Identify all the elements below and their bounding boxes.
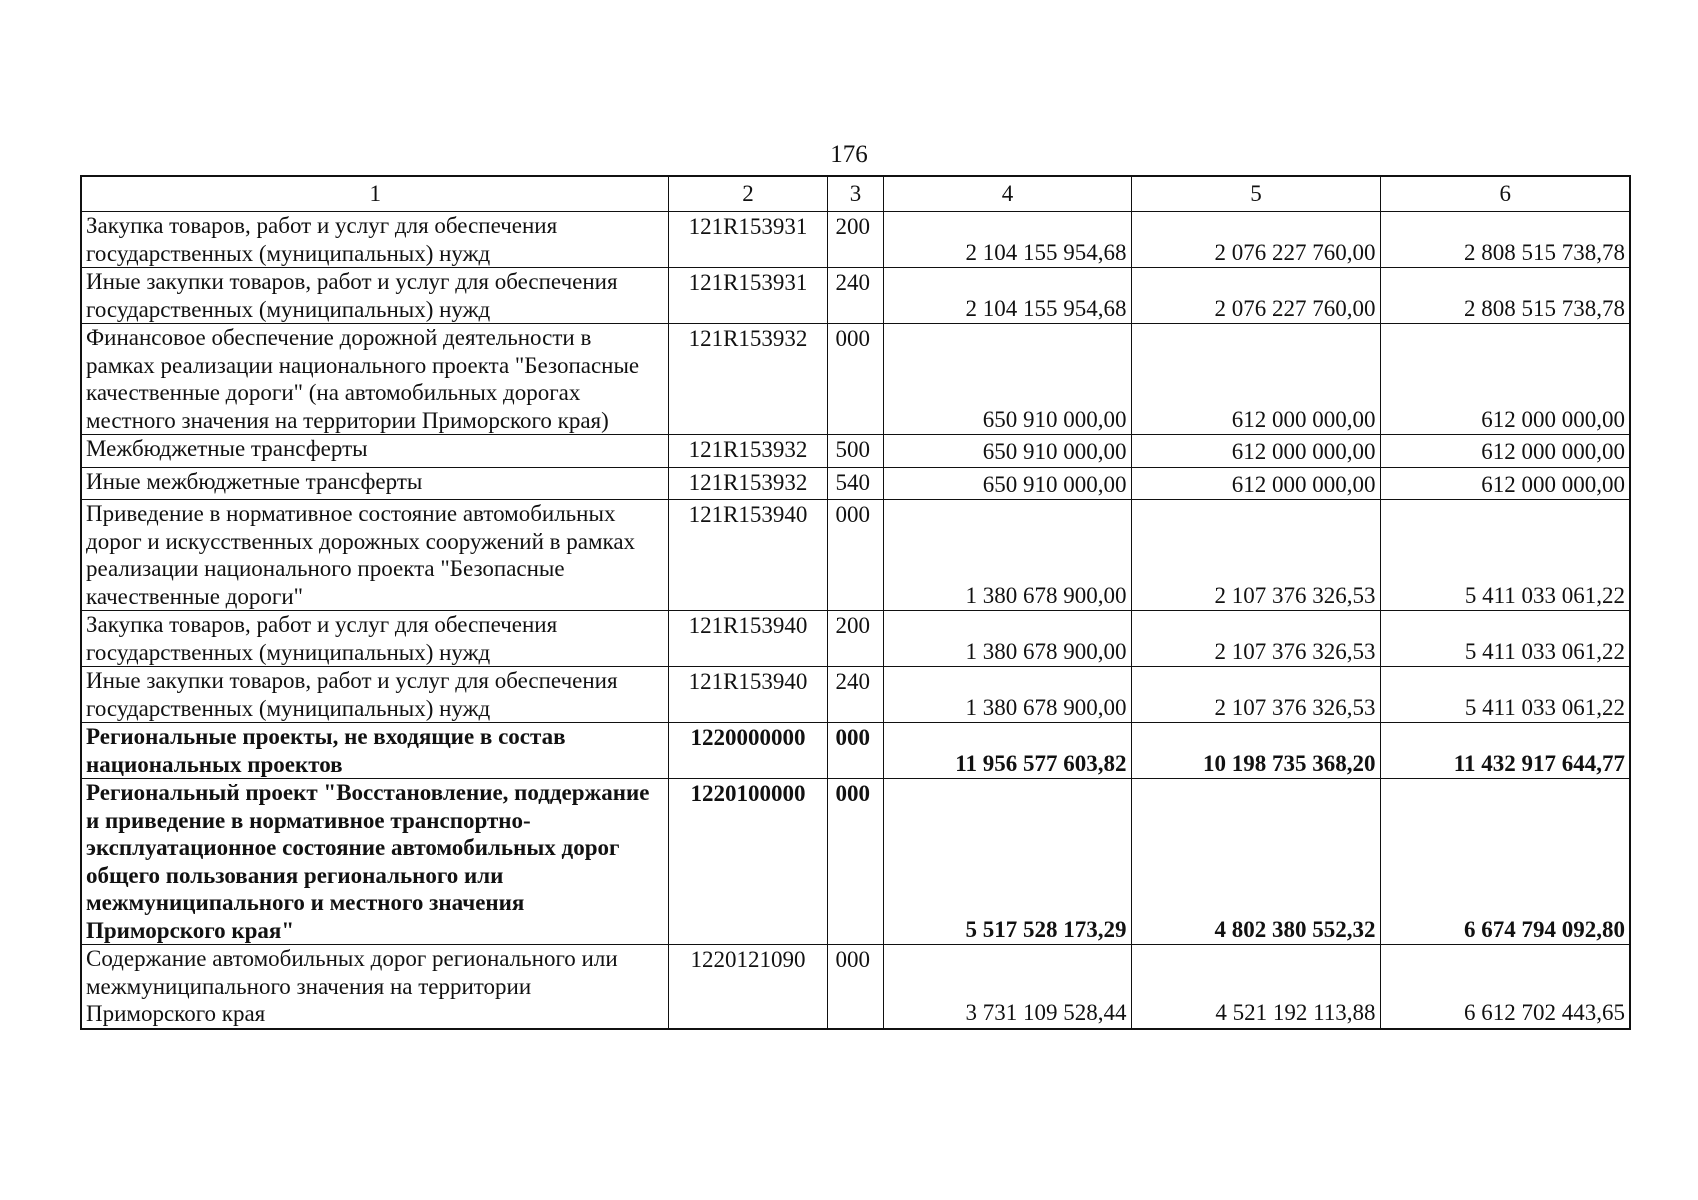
row-expense-type: 000 xyxy=(827,500,883,611)
table-row-section xyxy=(81,779,1630,945)
row-name: Закупка товаров, работ и услуг для обеспечения государственных (муниципальных) нужд xyxy=(81,611,668,667)
table-row xyxy=(81,500,1630,611)
row-name: Финансовое обеспечение дорожной деятельности в рамках реализации национального проекта "Безопасные качественные дороги" (на автомобильных дорогах местного значения на территории Приморского края) xyxy=(81,324,668,435)
table-row xyxy=(81,945,1630,1029)
row-name: Иные закупки товаров, работ и услуг для обеспечения государственных (муниципальных) нужд xyxy=(81,268,668,324)
row-amount-6: 612 000 000,00 xyxy=(1380,324,1630,435)
row-expense-type: 000 xyxy=(827,324,883,435)
row-name: Иные межбюджетные трансферты xyxy=(81,467,668,500)
table-row xyxy=(81,467,1630,500)
table-row xyxy=(81,611,1630,667)
row-amount-6: 5 411 033 061,22 xyxy=(1380,667,1630,723)
row-expense-type: 200 xyxy=(827,212,883,268)
table-row xyxy=(81,324,1630,435)
row-amount-5: 2 107 376 326,53 xyxy=(1131,667,1380,723)
budget-table xyxy=(80,175,1631,1030)
row-amount-4: 650 910 000,00 xyxy=(883,467,1131,500)
row-expense-type: 240 xyxy=(827,268,883,324)
column-header-3: 3 xyxy=(827,176,883,212)
row-amount-4: 11 956 577 603,82 xyxy=(883,723,1131,779)
row-amount-4: 1 380 678 900,00 xyxy=(883,667,1131,723)
row-target-code: 121R153932 xyxy=(668,467,827,500)
row-expense-type: 000 xyxy=(827,945,883,1029)
row-amount-5: 10 198 735 368,20 xyxy=(1131,723,1380,779)
row-amount-4: 3 731 109 528,44 xyxy=(883,945,1131,1029)
table-row xyxy=(81,268,1630,324)
column-header-1: 1 xyxy=(81,176,668,212)
row-target-code: 121R153940 xyxy=(668,667,827,723)
row-target-code: 1220100000 xyxy=(668,779,827,945)
row-amount-5: 4 521 192 113,88 xyxy=(1131,945,1380,1029)
row-target-code: 1220000000 xyxy=(668,723,827,779)
row-amount-6: 5 411 033 061,22 xyxy=(1380,500,1630,611)
column-header-6: 6 xyxy=(1380,176,1630,212)
row-amount-5: 2 107 376 326,53 xyxy=(1131,611,1380,667)
table-row-section xyxy=(81,723,1630,779)
row-amount-6: 6 612 702 443,65 xyxy=(1380,945,1630,1029)
row-amount-6: 5 411 033 061,22 xyxy=(1380,611,1630,667)
row-expense-type: 000 xyxy=(827,779,883,945)
table-row xyxy=(81,212,1630,268)
table-row xyxy=(81,435,1630,468)
row-amount-4: 650 910 000,00 xyxy=(883,324,1131,435)
row-amount-5: 612 000 000,00 xyxy=(1131,435,1380,468)
row-amount-5: 4 802 380 552,32 xyxy=(1131,779,1380,945)
row-amount-5: 2 076 227 760,00 xyxy=(1131,268,1380,324)
column-header-4: 4 xyxy=(883,176,1131,212)
row-amount-6: 612 000 000,00 xyxy=(1380,435,1630,468)
row-target-code: 121R153931 xyxy=(668,212,827,268)
page-number: 176 xyxy=(830,141,868,168)
row-amount-4: 5 517 528 173,29 xyxy=(883,779,1131,945)
row-amount-4: 650 910 000,00 xyxy=(883,435,1131,468)
header-row xyxy=(81,176,1630,212)
row-name: Приведение в нормативное состояние автомобильных дорог и искусственных дорожных сооружений в рамках реализации национального проекта "Безопасные качественные дороги" xyxy=(81,500,668,611)
row-name: Закупка товаров, работ и услуг для обеспечения государственных (муниципальных) нужд xyxy=(81,212,668,268)
row-amount-6: 2 808 515 738,78 xyxy=(1380,268,1630,324)
row-expense-type: 200 xyxy=(827,611,883,667)
row-amount-6: 612 000 000,00 xyxy=(1380,467,1630,500)
row-name: Региональные проекты, не входящие в состав национальных проектов xyxy=(81,723,668,779)
row-target-code: 121R153931 xyxy=(668,268,827,324)
row-amount-5: 2 076 227 760,00 xyxy=(1131,212,1380,268)
table-row xyxy=(81,667,1630,723)
column-header-5: 5 xyxy=(1131,176,1380,212)
row-amount-5: 2 107 376 326,53 xyxy=(1131,500,1380,611)
row-amount-4: 2 104 155 954,68 xyxy=(883,212,1131,268)
row-expense-type: 000 xyxy=(827,723,883,779)
row-amount-6: 6 674 794 092,80 xyxy=(1380,779,1630,945)
row-amount-4: 1 380 678 900,00 xyxy=(883,611,1131,667)
row-expense-type: 240 xyxy=(827,667,883,723)
row-target-code: 121R153932 xyxy=(668,435,827,468)
row-target-code: 121R153940 xyxy=(668,500,827,611)
row-amount-5: 612 000 000,00 xyxy=(1131,324,1380,435)
row-amount-4: 2 104 155 954,68 xyxy=(883,268,1131,324)
row-target-code: 1220121090 xyxy=(668,945,827,1029)
row-target-code: 121R153932 xyxy=(668,324,827,435)
row-name: Содержание автомобильных дорог регионального или межмуниципального значения на территории Приморского края xyxy=(81,945,668,1029)
row-amount-5: 612 000 000,00 xyxy=(1131,467,1380,500)
row-name: Иные закупки товаров, работ и услуг для обеспечения государственных (муниципальных) нужд xyxy=(81,667,668,723)
row-amount-6: 11 432 917 644,77 xyxy=(1380,723,1630,779)
row-expense-type: 540 xyxy=(827,467,883,500)
row-name: Межбюджетные трансферты xyxy=(81,435,668,468)
row-amount-6: 2 808 515 738,78 xyxy=(1380,212,1630,268)
row-amount-4: 1 380 678 900,00 xyxy=(883,500,1131,611)
column-header-2: 2 xyxy=(668,176,827,212)
row-expense-type: 500 xyxy=(827,435,883,468)
row-target-code: 121R153940 xyxy=(668,611,827,667)
row-name: Региональный проект "Восстановление, поддержание и приведение в нормативное транспортно-эксплуатационное состояние автомобильных дорог общего пользования регионального или межмуниципального и местного значения Приморского края" xyxy=(81,779,668,945)
